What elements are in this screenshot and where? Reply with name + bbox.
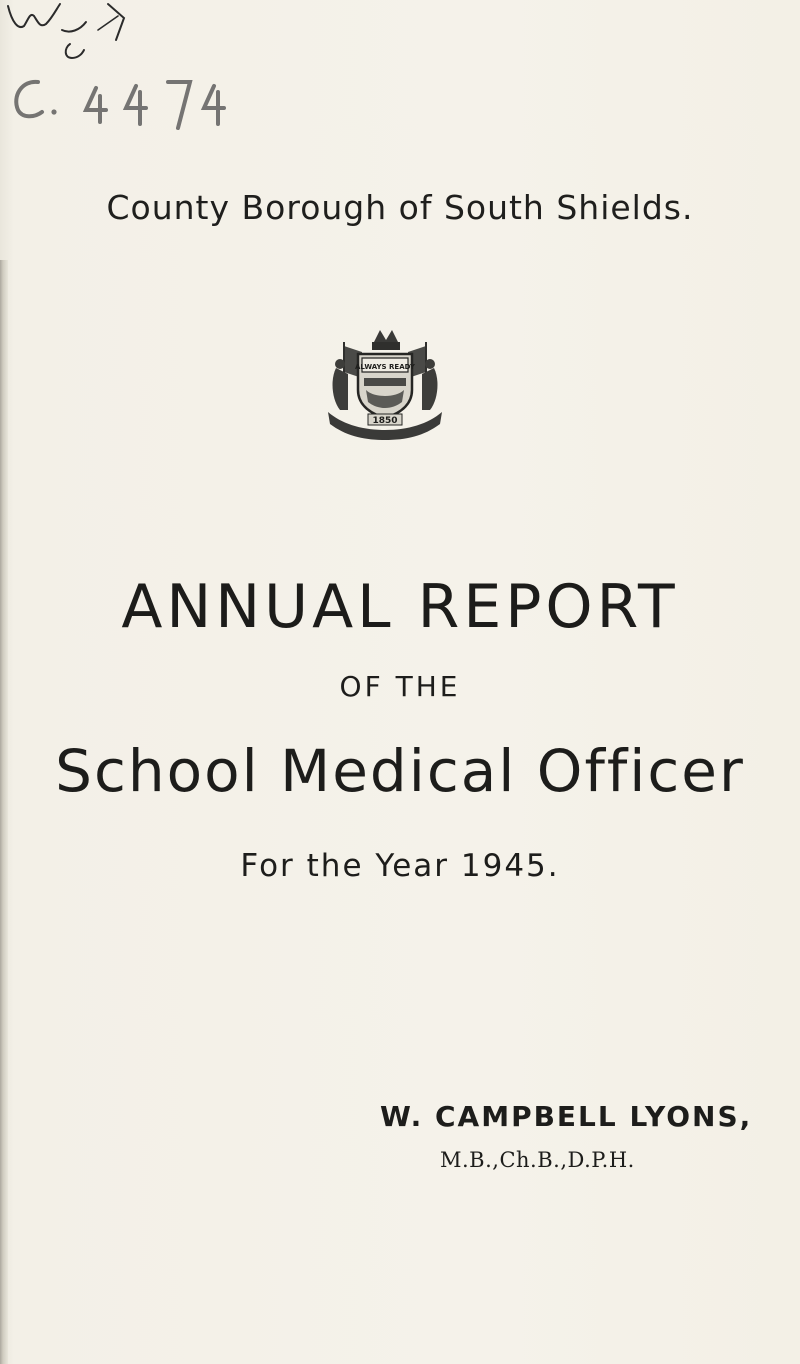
- author-qualifications: M.B.,Ch.B.,D.P.H.: [440, 1148, 635, 1172]
- title-connector: OF THE: [339, 670, 461, 703]
- crest-year: 1850: [372, 416, 398, 426]
- report-title: ANNUAL REPORT: [121, 572, 679, 642]
- page-edge-shadow: [0, 260, 8, 1364]
- coat-of-arms-icon: [322, 328, 448, 440]
- author-name: W. CAMPBELL LYONS,: [380, 1100, 753, 1133]
- handwritten-mark: [0, 0, 320, 150]
- report-subject: School Medical Officer: [55, 737, 745, 805]
- report-year: For the Year 1945.: [240, 848, 560, 884]
- county-borough-heading: County Borough of South Shields.: [106, 188, 694, 227]
- crest-motto: ALWAYS READY: [355, 363, 415, 371]
